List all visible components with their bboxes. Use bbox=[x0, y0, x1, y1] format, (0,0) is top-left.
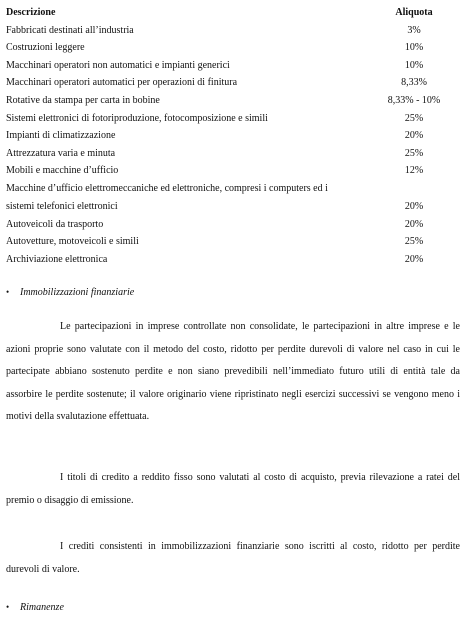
row-rate: 12% bbox=[404, 165, 424, 177]
row-rate: 20% bbox=[404, 130, 424, 142]
section-heading-text: Immobilizzazioni finanziarie bbox=[20, 287, 135, 298]
row-rate: 10% bbox=[404, 42, 424, 54]
row-description: Macchinari operatori automatici per operazioni di finitura bbox=[6, 77, 238, 89]
table-row bbox=[6, 110, 450, 128]
row-description-line: sistemi telefonici elettronici bbox=[6, 200, 118, 212]
row-rate: 10% bbox=[404, 59, 424, 71]
section-heading-text: Rimanenze bbox=[20, 602, 64, 613]
table-row bbox=[6, 145, 450, 163]
table-row bbox=[6, 92, 450, 110]
row-rate: 8,33% - 10% bbox=[387, 94, 441, 106]
table-row bbox=[6, 216, 450, 234]
bullet-icon: • bbox=[6, 287, 10, 297]
row-rate bbox=[378, 180, 450, 216]
row-description bbox=[6, 180, 378, 216]
section-heading-inventory bbox=[6, 602, 64, 613]
row-description: Mobili e macchine d’ufficio bbox=[6, 165, 119, 177]
table-row bbox=[6, 162, 450, 180]
row-rate: 25% bbox=[404, 147, 424, 159]
row-description: Fabbricati destinati all’industria bbox=[6, 24, 134, 36]
paragraph-text: I crediti consistenti in immobilizzazioni finanziarie sono iscritti al costo, ridotto per perdite durevoli di valore. bbox=[6, 541, 460, 575]
bullet-icon: • bbox=[6, 602, 10, 612]
paragraph-financial-credits bbox=[6, 536, 460, 581]
row-description: Archiviazione elettronica bbox=[6, 253, 108, 265]
row-description: Attrezzatura varia e minuta bbox=[6, 147, 116, 159]
row-description: Macchinari operatori non automatici e impianti generici bbox=[6, 59, 230, 71]
section-heading-financial-assets bbox=[6, 287, 134, 298]
table-row bbox=[6, 233, 450, 251]
row-rate: 8,33% bbox=[401, 77, 427, 89]
paragraph-participations bbox=[6, 316, 460, 429]
row-description-line: Macchine d’ufficio elettromeccaniche ed elettroniche, compresi i computers ed i bbox=[6, 182, 328, 194]
column-header-description: Descrizione bbox=[6, 7, 56, 18]
row-description: Autovetture, motoveicoli e simili bbox=[6, 236, 139, 248]
table-row bbox=[6, 180, 450, 216]
row-rate: 25% bbox=[404, 112, 424, 124]
paragraph-text: I titoli di credito a reddito fisso sono valutati al costo di acquisto, previa rilevazione a ratei del premio o disaggio di emissione. bbox=[6, 472, 460, 506]
table-row bbox=[6, 127, 450, 145]
row-rate: 3% bbox=[407, 24, 421, 36]
depreciation-rates-table bbox=[6, 4, 450, 268]
row-description: Autoveicoli da trasporto bbox=[6, 218, 104, 230]
row-description: Impianti di climatizzazione bbox=[6, 130, 116, 142]
table-row bbox=[6, 251, 450, 269]
table-header-row bbox=[6, 4, 450, 22]
table-row bbox=[6, 74, 450, 92]
row-rate: 25% bbox=[404, 236, 424, 248]
paragraph-fixed-income bbox=[6, 467, 460, 512]
row-rate-value: 20% bbox=[404, 200, 424, 212]
table-row bbox=[6, 22, 450, 40]
row-description: Rotative da stampa per carta in bobine bbox=[6, 94, 160, 106]
column-header-rate: Aliquota bbox=[395, 7, 433, 18]
table-row bbox=[6, 57, 450, 75]
row-description: Costruzioni leggere bbox=[6, 42, 85, 54]
row-rate: 20% bbox=[404, 218, 424, 230]
paragraph-text: Le partecipazioni in imprese controllate non consolidate, le partecipazioni in altre imprese e le azioni proprie sono valutate con il metodo del costo, ridotto per perdite durevoli di valore nel caso in cui le partecipate abbiano sostenuto perdite e non siano prevedibili nell’immediato futuro utili di entità tale da assorbire le perdite sostenute; il valore originario viene ripristinato negli esercizi successivi se vengono meno i motivi della svalutazione effettuata. bbox=[6, 321, 460, 423]
row-rate: 20% bbox=[404, 253, 424, 265]
row-description: Sistemi elettronici di fotoriproduzione, fotocomposizione e simili bbox=[6, 112, 268, 124]
table-row bbox=[6, 39, 450, 57]
